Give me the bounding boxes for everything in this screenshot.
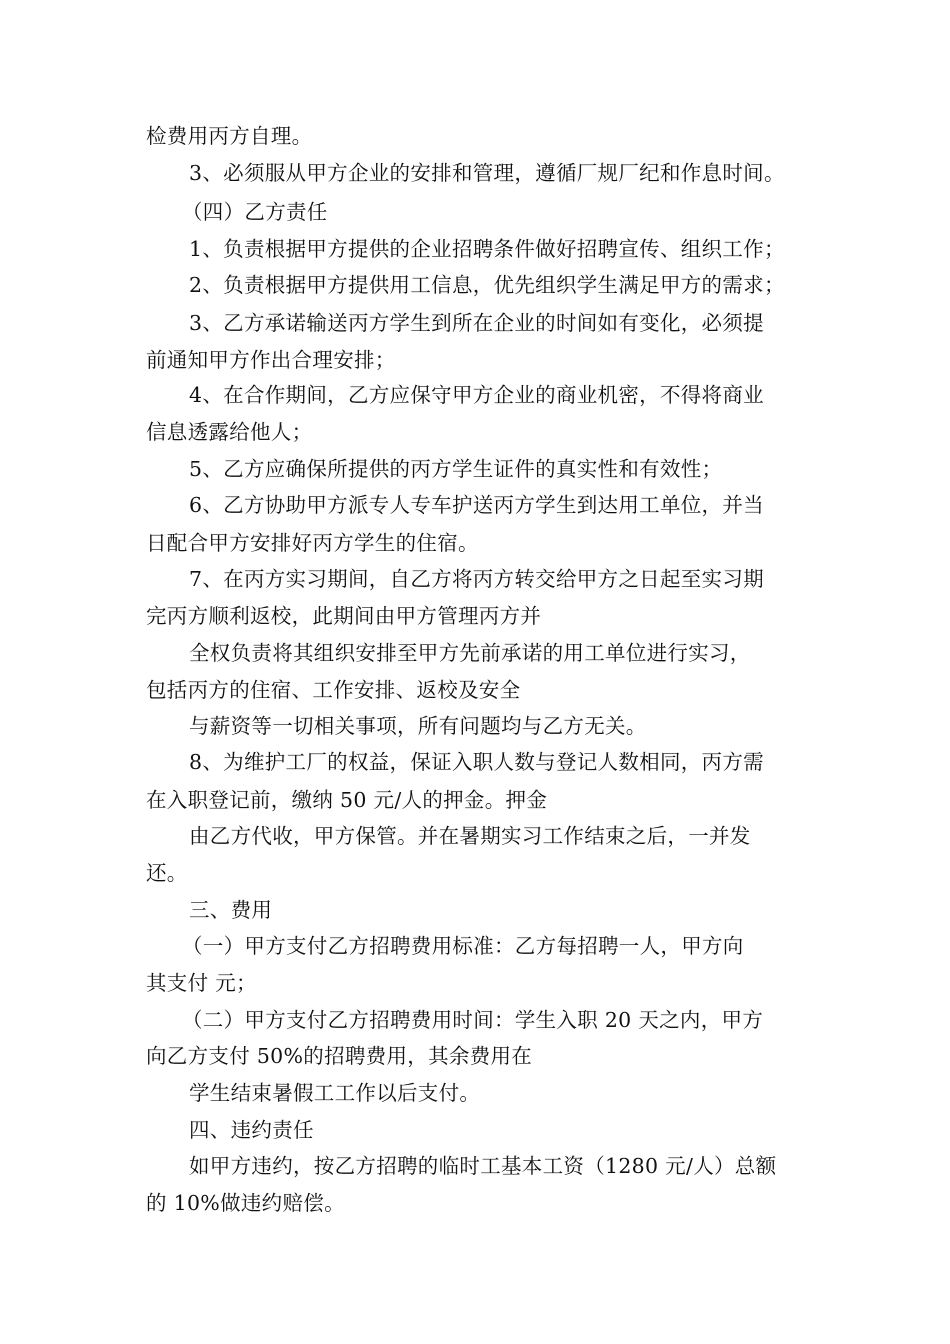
text-line: 向乙方支付 50%的招聘费用，其余费用在 bbox=[146, 1044, 533, 1068]
text-line: 7、在丙方实习期间，自乙方将丙方转交给甲方之日起至实习期 bbox=[189, 567, 764, 591]
text-line: 如甲方违约，按乙方招聘的临时工基本工资（1280 元/人）总额 bbox=[189, 1154, 777, 1178]
text-line: 3、乙方承诺输送丙方学生到所在企业的时间如有变化，必须提 bbox=[189, 311, 764, 335]
text-line: （一）甲方支付乙方招聘费用标准：乙方每招聘一人，甲方向 bbox=[182, 934, 744, 958]
text-line: 1、负责根据甲方提供的企业招聘条件做好招聘宣传、组织工作； bbox=[189, 237, 785, 261]
text-line: 还。 bbox=[146, 861, 188, 885]
text-line: （二）甲方支付乙方招聘费用时间：学生入职 20 天之内，甲方 bbox=[182, 1008, 764, 1032]
text-line: 学生结束暑假工工作以后支付。 bbox=[189, 1081, 481, 1105]
text-line: 5、乙方应确保所提供的丙方学生证件的真实性和有效性； bbox=[189, 457, 723, 481]
text-line: 信息透露给他人； bbox=[146, 420, 313, 444]
section-heading: （四）乙方责任 bbox=[182, 200, 328, 224]
section-heading: 四、违约责任 bbox=[189, 1118, 314, 1142]
text-line: 包括丙方的住宿、工作安排、返校及安全 bbox=[146, 678, 521, 702]
text-line: 日配合甲方安排好丙方学生的住宿。 bbox=[146, 531, 479, 555]
text-line: 检费用丙方自理。 bbox=[146, 124, 313, 148]
text-line: 与薪资等一切相关事项，所有问题均与乙方无关。 bbox=[189, 714, 647, 738]
text-line: 3、必须服从甲方企业的安排和管理，遵循厂规厂纪和作息时间。 bbox=[189, 161, 785, 185]
text-line: 6、乙方协助甲方派专人专车护送丙方学生到达用工单位，并当 bbox=[189, 493, 764, 517]
text-line: 全权负责将其组织安排至甲方先前承诺的用工单位进行实习， bbox=[189, 641, 751, 665]
text-line: 8、为维护工厂的权益，保证入职人数与登记人数相同，丙方需 bbox=[189, 750, 764, 774]
text-line: 2、负责根据甲方提供用工信息，优先组织学生满足甲方的需求； bbox=[189, 273, 785, 297]
text-line: 完丙方顺利返校，此期间由甲方管理丙方并 bbox=[146, 604, 542, 628]
text-line: 4、在合作期间，乙方应保守甲方企业的商业机密，不得将商业 bbox=[189, 383, 764, 407]
text-line: 前通知甲方作出合理安排； bbox=[146, 348, 396, 372]
section-heading: 三、费用 bbox=[189, 898, 273, 922]
text-line: 在入职登记前，缴纳 50 元/人的押金。押金 bbox=[146, 788, 548, 812]
text-line: 由乙方代收，甲方保管。并在暑期实习工作结束之后，一并发 bbox=[189, 824, 751, 848]
text-line: 的 10%做违约赔偿。 bbox=[146, 1191, 345, 1215]
text-line: 其支付 元； bbox=[146, 971, 257, 995]
